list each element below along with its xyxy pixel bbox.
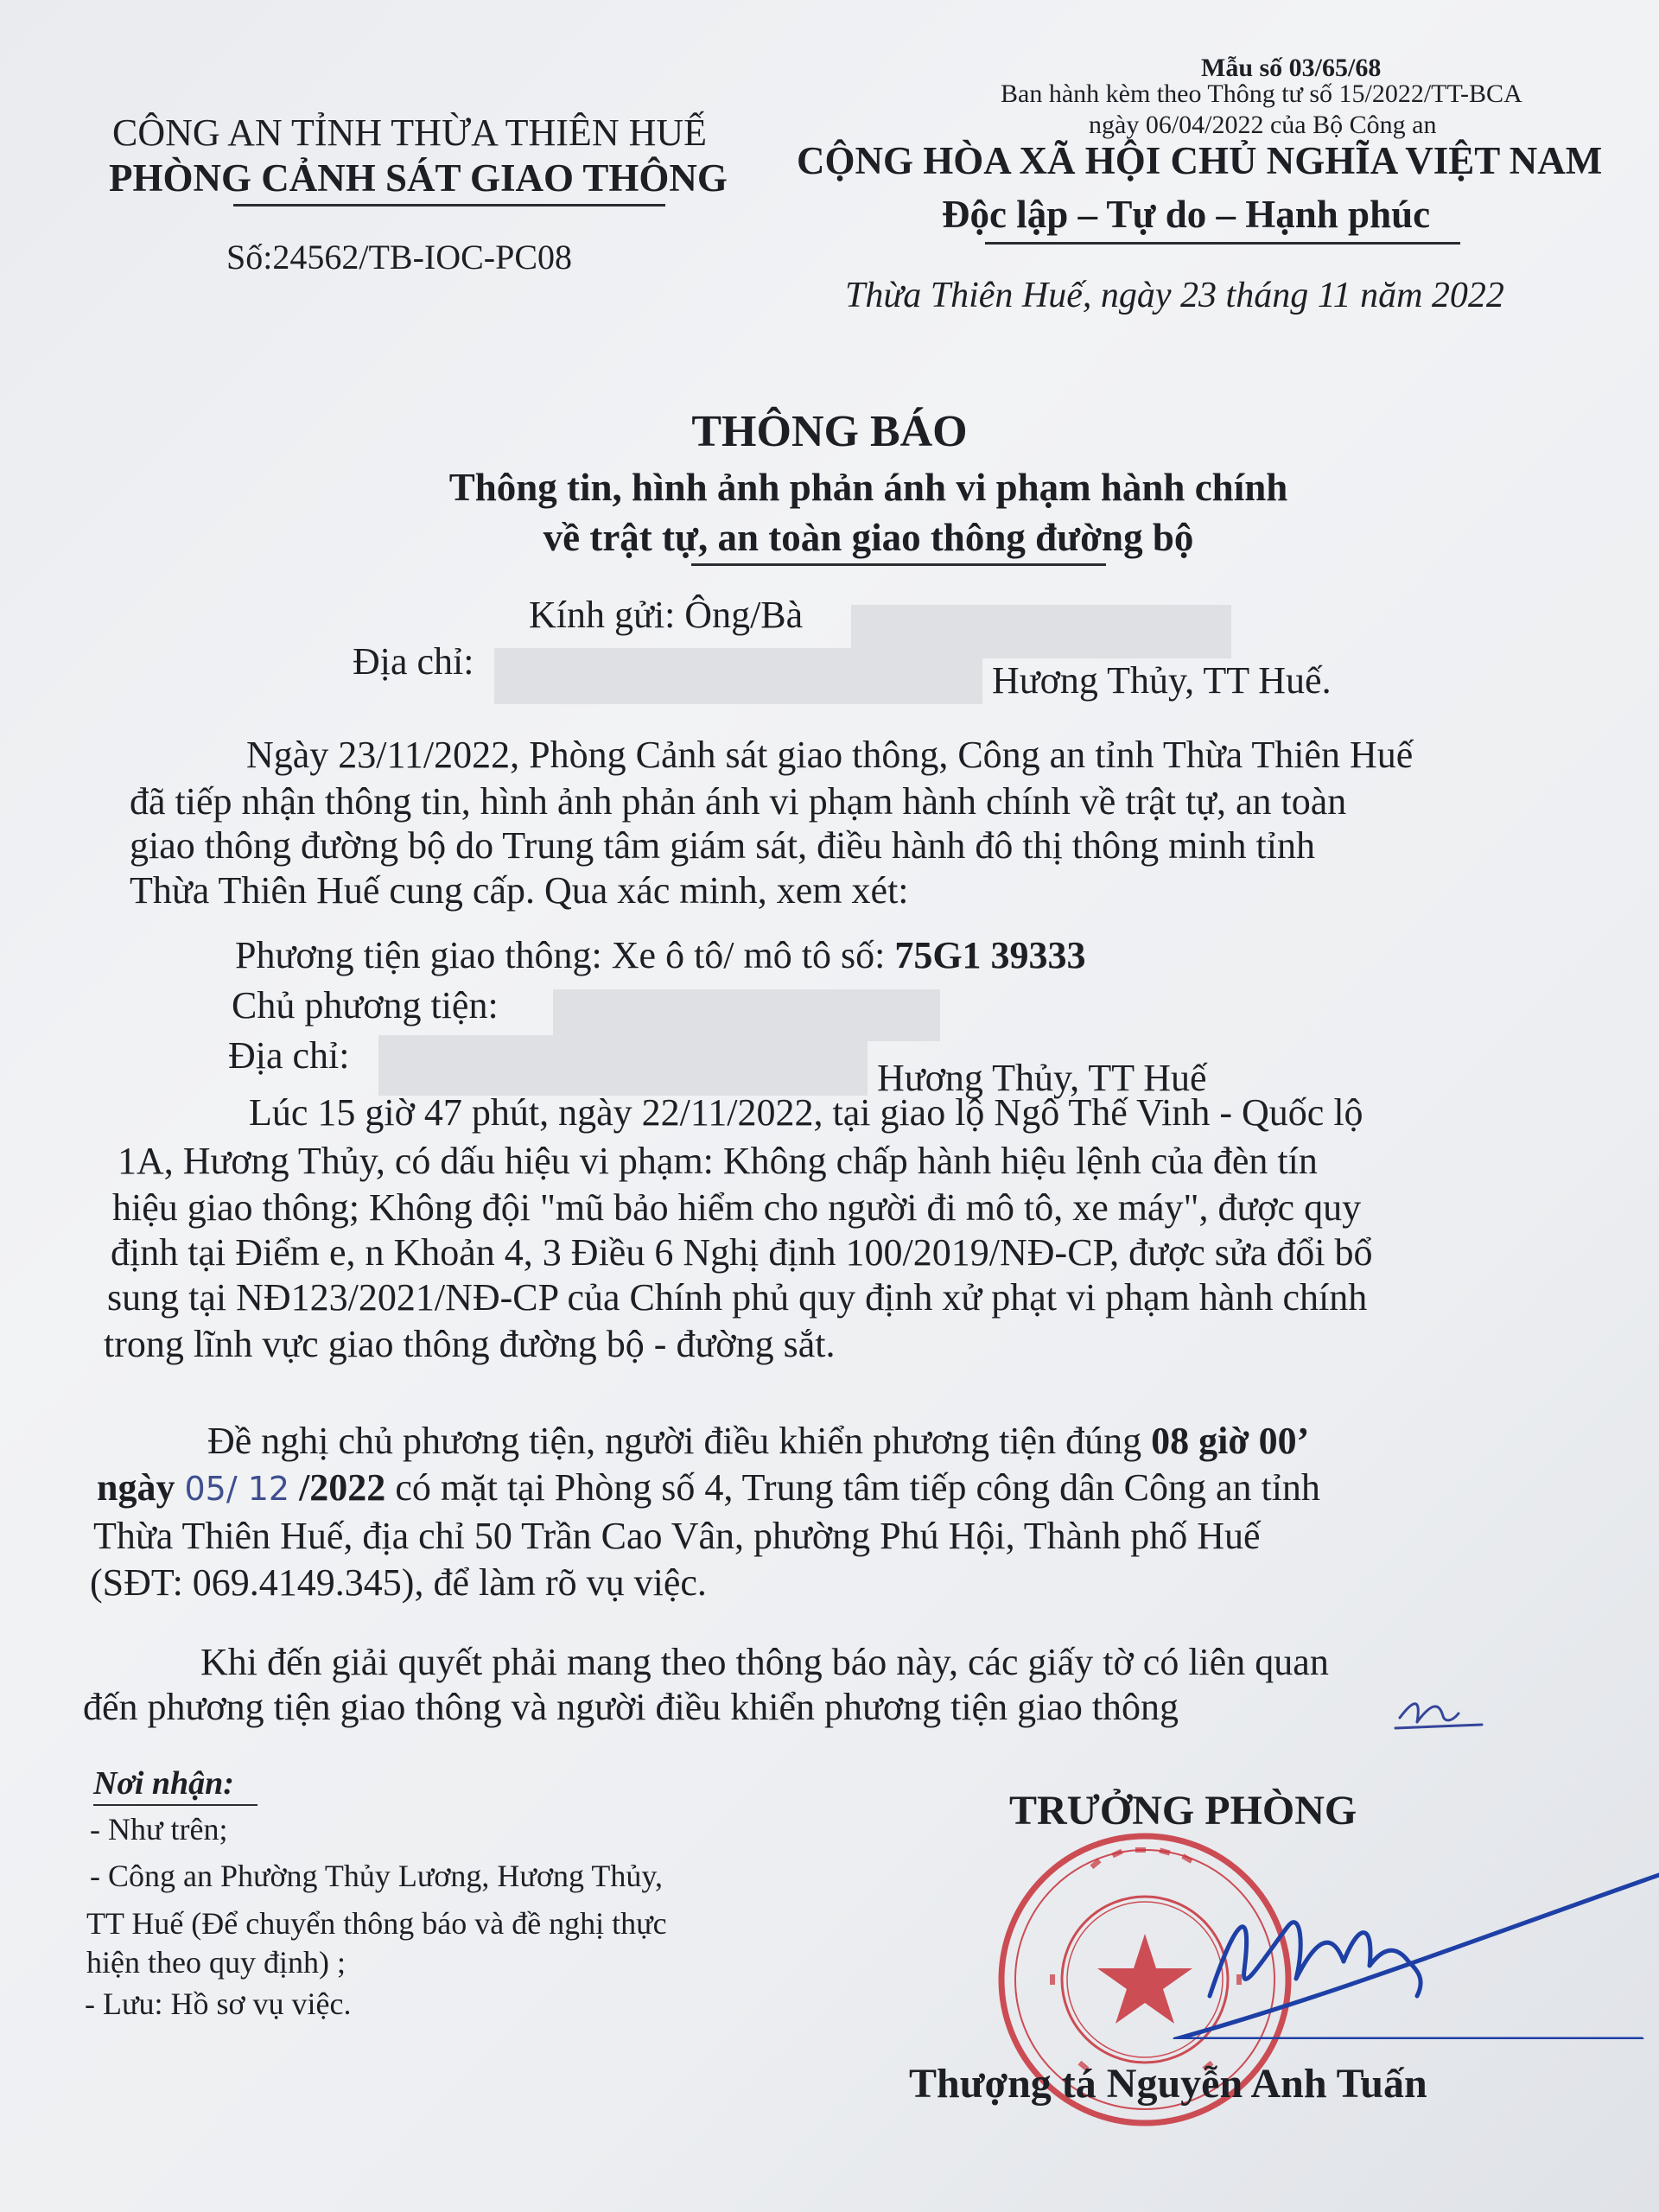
redacted-owner-name [553,989,940,1041]
redacted-recipient-address [494,648,982,704]
body-line [97,1465,1320,1510]
body-line: đến phương tiện giao thông và người điều khiển phương tiện giao thông [83,1686,1179,1728]
vehicle-line [235,933,1086,977]
body-line: sung tại NĐ123/2021/NĐ-CP của Chính phủ quy định xử phạt vi phạm hành chính [107,1276,1368,1319]
recipient-line: - Công an Phường Thủy Lương, Hương Thủy, [90,1859,663,1893]
address-label: Địa chỉ: [353,640,474,683]
redacted-owner-address [378,1035,868,1096]
national-title: CỘNG HÒA XÃ HỘI CHỦ NGHĨA VIỆT NAM [797,139,1603,182]
vehicle-plate: 75G1 39333 [894,934,1086,976]
appointment-day-label: ngày [97,1466,175,1509]
body-line: 1A, Hương Thủy, có dấu hiệu vi phạm: Không chấp hành hiệu lệnh của đèn tín [118,1140,1318,1182]
owner-address-label: Địa chỉ: [228,1034,350,1077]
recipient-line: - Như trên; [90,1812,228,1847]
form-issue-line-2: ngày 06/04/2022 của Bộ Công an [1089,111,1437,139]
motto-underline [985,242,1460,245]
owner-address-city: Hương Thủy, TT Huế [877,1057,1207,1099]
handwritten-end-mark [1391,1683,1486,1735]
document-subtitle-line-1: Thông tin, hình ảnh phản ánh vi phạm hành chính [448,466,1288,509]
salutation: Kính gửi: Ông/Bà [529,594,804,636]
vehicle-label: Phương tiện giao thông: Xe ô tô/ mô tô số: [235,934,895,976]
body-line: giao thông đường bộ do Trung tâm giám sát, điều hành đô thị thông minh tỉnh [130,824,1315,867]
appointment-year: /2022 [299,1466,386,1509]
body-text: Đề nghị chủ phương tiện, người điều khiển phương tiện đúng [207,1420,1152,1462]
form-number: Mẫu số 03/65/68 [1201,54,1382,82]
body-line: Thừa Thiên Huế cung cấp. Qua xác minh, xem xét: [130,869,909,912]
appointment-time: 08 giờ 00’ [1151,1420,1310,1462]
recipient-line: hiện theo quy định) ; [86,1945,346,1980]
body-line: Ngày 23/11/2022, Phòng Cảnh sát giao thông, Công an tỉnh Thừa Thiên Huế [246,734,1414,776]
body-line [207,1419,1309,1463]
body-line: Lúc 15 giờ 47 phút, ngày 22/11/2022, tại giao lộ Ngô Thế Vinh - Quốc lộ [249,1091,1363,1134]
body-line: trong lĩnh vực giao thông đường bộ - đường sắt. [104,1323,836,1365]
form-issue-line-1: Ban hành kèm theo Thông tư số 15/2022/TT-BCA [1001,79,1522,108]
org-name-underline [233,204,665,207]
body-line: đã tiếp nhận thông tin, hình ảnh phản ánh vi phạm hành chính về trật tự, an toàn [130,780,1347,823]
document-number: Số:24562/TB-IOC-PC08 [226,238,573,276]
recipients-title-underline [93,1804,257,1806]
national-motto: Độc lập – Tự do – Hạnh phúc [942,193,1431,236]
owner-label: Chủ phương tiện: [232,984,499,1027]
body-line: hiệu giao thông; Không đội "mũ bảo hiểm cho người đi mô tô, xe máy", được quy [112,1186,1362,1229]
address-city: Hương Thủy, TT Huế. [992,659,1332,702]
org-parent-name: CÔNG AN TỈNH THỪA THIÊN HUẾ [112,111,708,154]
place-and-date: Thừa Thiên Huế, ngày 23 tháng 11 năm 2022 [845,276,1504,315]
org-name: PHÒNG CẢNH SÁT GIAO THÔNG [109,156,728,200]
body-line: Khi đến giải quyết phải mang theo thông báo này, các giấy tờ có liên quan [200,1641,1329,1683]
body-line: Thừa Thiên Huế, địa chỉ 50 Trần Cao Vân, phường Phú Hội, Thành phố Huế [93,1515,1261,1557]
body-line: (SĐT: 069.4149.345), để làm rõ vụ việc. [90,1561,707,1604]
handwritten-signature [1158,1866,1659,2039]
signer-title: TRƯỞNG PHÒNG [1009,1788,1357,1834]
document-title: THÔNG BÁO [691,407,968,456]
appointment-day-handwritten: 05/ 12 [184,1470,290,1508]
signer-name: Thượng tá Nguyễn Anh Tuấn [909,2061,1427,2107]
body-text: có mặt tại Phòng số 4, Trung tâm tiếp công dân Công an tỉnh [385,1466,1320,1509]
body-line: định tại Điểm e, n Khoản 4, 3 Điều 6 Nghị định 100/2019/NĐ-CP, được sửa đổi bổ [111,1231,1373,1274]
recipient-line: - Lưu: Hồ sơ vụ việc. [85,1986,352,2021]
document-subtitle-line-2: về trật tự, an toàn giao thông đường bộ [543,516,1194,559]
recipients-title: Nơi nhận: [93,1765,234,1802]
recipient-line: TT Huế (Để chuyển thông báo và đề nghị thực [86,1906,667,1941]
subtitle-underline [691,563,1106,566]
